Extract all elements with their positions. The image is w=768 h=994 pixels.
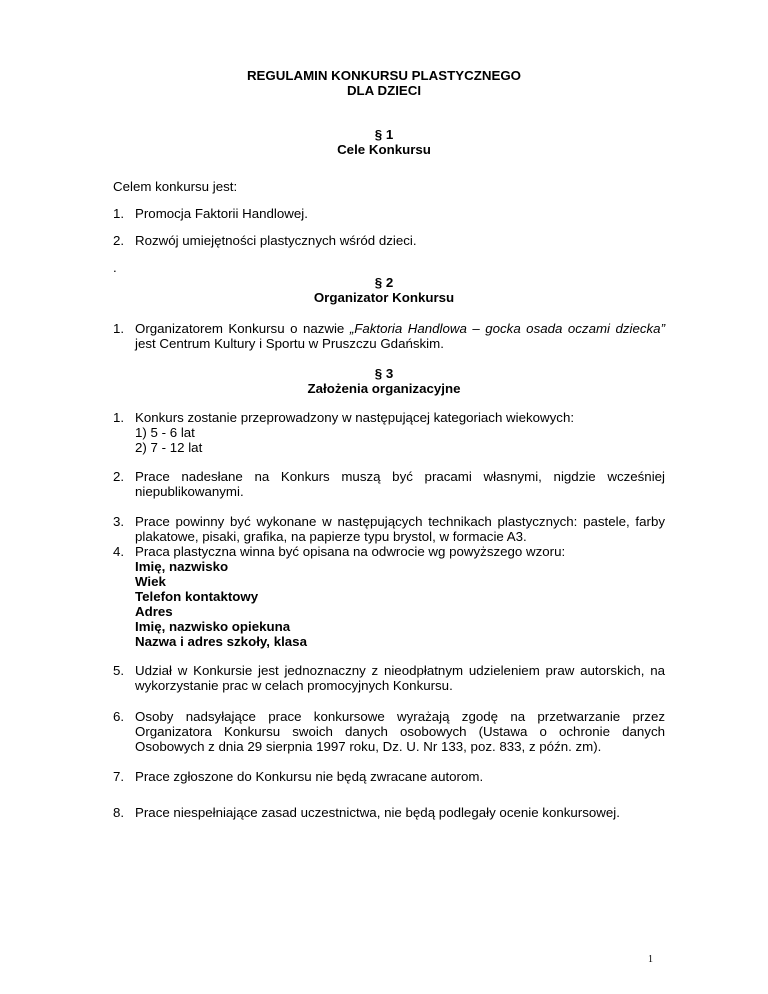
s1-item-1-text: Promocja Faktorii Handlowej.: [135, 206, 308, 221]
s2-item-1-pre: Organizatorem Konkursu o nazwie: [135, 321, 350, 336]
s3-item-7-text: Prace zgłoszone do Konkursu nie będą zwracane autorom.: [135, 769, 484, 784]
label-field-school: Nazwa i adres szkoły, klasa: [135, 634, 307, 649]
s3-item-7-number: 7.: [113, 769, 125, 784]
section-3-mark: § 3: [374, 366, 394, 381]
document-title-line1: REGULAMIN KONKURSU PLASTYCZNEGO: [246, 68, 522, 83]
s3-item-4-text: Praca plastyczna winna być opisana na odwrocie wg powyższego wzoru:: [135, 544, 566, 559]
s3-item-1-number: 1.: [113, 410, 125, 425]
s3-item-8-text: Prace niespełniające zasad uczestnictwa, nie będą podlegały ocenie konkursowej.: [135, 805, 620, 820]
s3-item-5-line1: Udział w Konkursie jest jednoznaczny z nieodpłatnym udzieleniem praw autorskich, na: [135, 663, 665, 678]
label-field-guardian: Imię, nazwisko opiekuna: [135, 619, 291, 634]
page-number: 1: [648, 954, 653, 965]
document-title-line2: DLA DZIECI: [346, 83, 422, 98]
s3-item-6-line2: Organizatora Konkursu swoich danych osobowych (Ustawa o ochronie danych: [135, 724, 665, 739]
s3-item-2-number: 2.: [113, 469, 125, 484]
s3-item-2: [135, 469, 665, 499]
s3-item-2-line1: Prace nadesłane na Konkurs muszą być pracami własnymi, nigdzie wcześniej: [135, 469, 665, 484]
s1-item-2-number: 2.: [113, 233, 125, 248]
age-category-2: 2) 7 - 12 lat: [135, 440, 203, 455]
s2-item-1-line1: [135, 321, 665, 336]
stray-dot: .: [113, 260, 117, 275]
label-field-phone: Telefon kontaktowy: [135, 589, 259, 604]
s3-item-2-line2: niepublikowanymi.: [135, 484, 244, 499]
s2-item-1-number: 1.: [113, 321, 125, 336]
s3-item-3: [135, 514, 665, 544]
s3-item-5-line2: wykorzystanie prac w celach promocyjnych Konkursu.: [135, 678, 453, 693]
s3-item-6: [135, 709, 665, 754]
section-1-heading: Cele Konkursu: [337, 142, 431, 157]
section-1-intro: Celem konkursu jest:: [113, 179, 238, 194]
s3-item-3-line2: plakatowe, pisaki, grafika, na papierze typu brystol, w formacie A3.: [135, 529, 527, 544]
s3-item-5: [135, 663, 665, 693]
s3-item-4-number: 4.: [113, 544, 125, 559]
s3-item-6-line3: Osobowych z dnia 29 sierpnia 1997 roku, Dz. U. Nr 133, poz. 833, z późn. zm).: [135, 739, 602, 754]
age-category-1: 1) 5 - 6 lat: [135, 425, 195, 440]
s1-item-1-number: 1.: [113, 206, 125, 221]
s3-item-1-text: Konkurs zostanie przeprowadzony w następującej kategoriach wiekowych:: [135, 410, 575, 425]
s3-item-3-line1: Prace powinny być wykonane w następujących technikach plastycznych: pastele, farby: [135, 514, 665, 529]
label-field-list: [135, 559, 665, 649]
s3-item-8-number: 8.: [113, 805, 125, 820]
s2-item-1: [135, 321, 665, 351]
contest-name: „Faktoria Handlowa – gocka osada oczami dziecka”: [349, 321, 665, 336]
s3-item-3-number: 3.: [113, 514, 125, 529]
label-field-name: Imię, nazwisko: [135, 559, 229, 574]
s2-item-1-line2: jest Centrum Kultury i Sportu w Pruszczu Gdańskim.: [135, 336, 444, 351]
s3-item-5-number: 5.: [113, 663, 125, 678]
label-field-age: Wiek: [135, 574, 166, 589]
label-field-address: Adres: [135, 604, 173, 619]
section-3-heading: Założenia organizacyjne: [307, 381, 461, 396]
s1-item-2-text: Rozwój umiejętności plastycznych wśród dzieci.: [135, 233, 417, 248]
section-2-heading: Organizator Konkursu: [313, 290, 455, 305]
section-1-mark: § 1: [374, 127, 394, 142]
section-2-mark: § 2: [374, 275, 394, 290]
s3-item-6-number: 6.: [113, 709, 125, 724]
s3-item-6-line1: Osoby nadsyłające prace konkursowe wyrażają zgodę na przetwarzanie przez: [135, 709, 665, 724]
